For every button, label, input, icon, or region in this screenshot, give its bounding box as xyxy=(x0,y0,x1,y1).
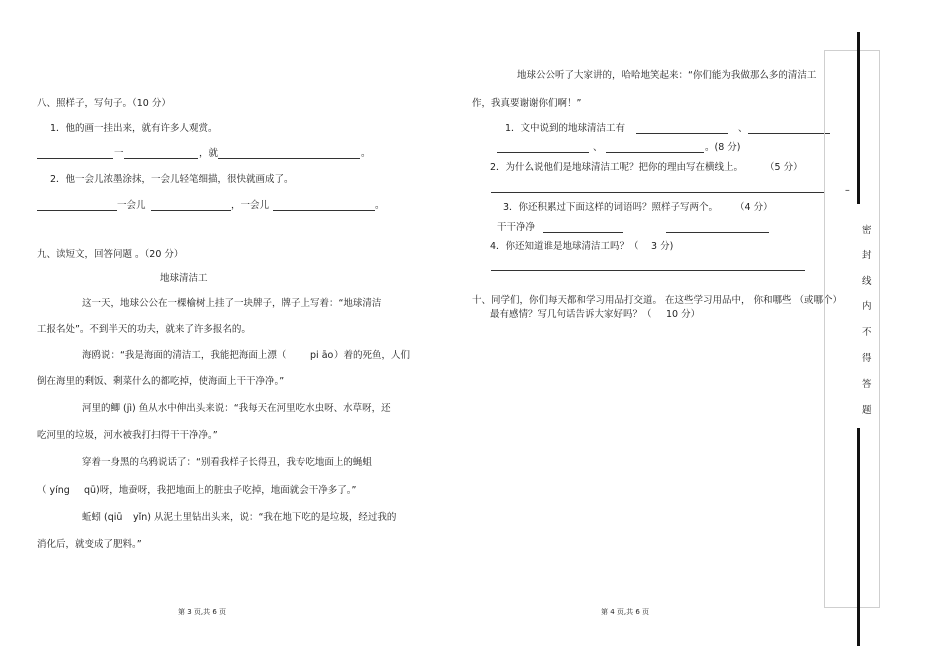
story-line: 穿着一身黑的乌鸦说话了：“别看我样子长得丑，我专吃地面上的蝇蛆 xyxy=(82,457,372,468)
section-9-title: 九、读短文，回答问题 。（20 分） xyxy=(37,249,184,260)
section-8-example-2: 2．他一会儿浓墨涂抹，一会儿轻笔细描，很快就画成了。 xyxy=(50,174,294,185)
fill-connector: 一 xyxy=(114,148,124,159)
seal-char: 密 xyxy=(862,225,872,236)
page-footer: 第 3 页,共 6 页 xyxy=(178,608,227,616)
section-10-title: 十、同学们，你们每天都和学习用品打交道。 在这些学习用品中， 你和哪些 （或哪个） xyxy=(472,295,843,306)
section-10-line: 最有感情？写几句话告诉大家好吗？（ xyxy=(490,309,652,320)
page-footer: 第 4 页,共 6 页 xyxy=(601,608,650,616)
seal-char: 不 xyxy=(862,327,872,338)
story-line: 倒在海里的剩饭、剩菜什么的都吃掉，使海面上干干净净。” xyxy=(37,376,285,387)
story-line: 蚯蚓 (qiū xyxy=(82,512,123,523)
separator: 、 xyxy=(593,142,603,153)
score: 10 分） xyxy=(666,309,701,320)
question-2: 2．为什么说他们是地球清洁工呢？把你的理由写在横线上。 xyxy=(490,162,744,173)
answer-line[interactable] xyxy=(491,192,825,193)
fill-connector: ，就 xyxy=(199,148,219,159)
answer-blank[interactable] xyxy=(666,232,769,233)
story-line: 这一天，地球公公在一棵榆树上挂了一块牌子，牌子上写着：“地球清洁 xyxy=(82,298,382,309)
answer-blank[interactable] xyxy=(606,152,704,153)
story-line: 消化后，就变成了肥料。” xyxy=(37,539,142,550)
question-4: 4．你还知道谁是地球清洁工吗？（ xyxy=(490,241,639,252)
seal-line-top xyxy=(857,32,860,204)
score: 3 分) xyxy=(651,241,674,252)
seal-char: 线 xyxy=(862,276,872,287)
question-1: 1．文中说到的地球清洁工有 xyxy=(505,123,626,134)
answer-blank[interactable] xyxy=(748,133,830,134)
score: （4 分） xyxy=(735,202,773,213)
answer-blank[interactable] xyxy=(218,158,360,159)
story-line: 海鸥说：“我是海面的清洁工，我能把海面上漂（ xyxy=(82,350,287,361)
answer-blank[interactable] xyxy=(636,133,728,134)
seal-char: 得 xyxy=(862,353,872,364)
story-line: 地球公公听了大家讲的，哈哈地笑起来：“你们能为我做那么多的清洁工 xyxy=(517,70,817,81)
pinyin: pi āo xyxy=(310,350,334,361)
pinyin: （ yíng xyxy=(37,485,70,496)
story-line: yǐn) 从泥土里钻出头来，说：“我在地下吃的是垃圾，经过我的 xyxy=(133,512,397,523)
answer-blank[interactable] xyxy=(497,152,589,153)
seal-char: 答 xyxy=(862,379,872,390)
story-line: qū)呀，地蚕呀，我把地面上的脏虫子吃掉，地面就会干净多了。” xyxy=(84,485,357,496)
seal-char: 题 xyxy=(862,405,872,416)
separator: 、 xyxy=(738,123,748,134)
seal-char: 封 xyxy=(862,250,872,261)
answer-blank[interactable] xyxy=(273,210,375,211)
story-line: 河里的鲫 (jì) 鱼从水中伸出头来说：“我每天在河里吃水虫呀、水草呀，还 xyxy=(82,403,391,414)
answer-blank[interactable] xyxy=(124,158,198,159)
seal-char: 内 xyxy=(862,301,872,312)
answer-blank[interactable] xyxy=(543,232,623,233)
story-line: 工报名处”。不到半天的功夫，就来了许多报名的。 xyxy=(37,324,251,335)
fill-connector: 。 xyxy=(361,148,371,159)
answer-blank[interactable] xyxy=(37,158,113,159)
section-8-example-1: 1．他的画一挂出来，就有许多人观赏。 xyxy=(50,123,218,134)
score: （5 分） xyxy=(765,162,803,173)
section-8-title: 八、照样子，写句子。（10 分） xyxy=(37,98,171,109)
seal-line-bottom xyxy=(857,428,860,646)
example-word: 干干净净 xyxy=(497,222,536,233)
fill-connector: 一会儿 xyxy=(117,200,146,211)
answer-blank[interactable] xyxy=(151,210,231,211)
story-title: 地球清洁工 xyxy=(160,273,208,284)
story-line: ）着的死鱼，人们 xyxy=(334,350,411,361)
question-3: 3．你还积累过下面这样的词语吗？照样子写两个。 xyxy=(503,202,719,213)
story-line: 作，我真要谢谢你们啊！” xyxy=(472,98,582,109)
fill-connector: 。 xyxy=(375,200,385,211)
answer-line[interactable] xyxy=(491,270,805,271)
score: 。(8 分) xyxy=(705,142,741,153)
story-line: 吃河里的垃圾，河水被我打扫得干干净净。” xyxy=(37,430,218,441)
dash-mark: – xyxy=(845,185,850,196)
answer-blank[interactable] xyxy=(37,210,117,211)
fill-connector: ，一会儿 xyxy=(231,200,270,211)
